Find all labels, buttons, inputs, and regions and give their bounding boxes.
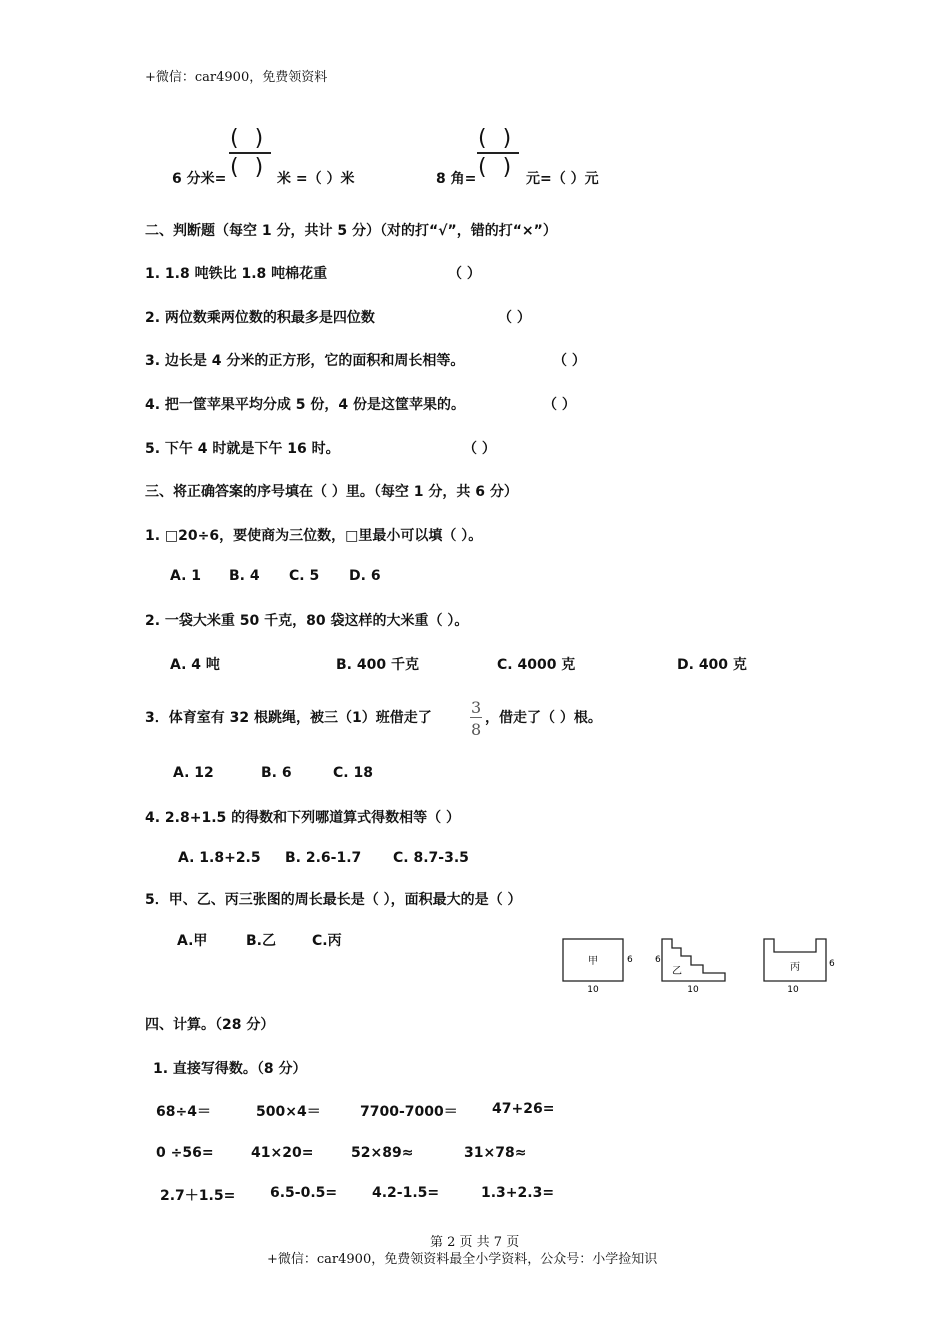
- choice-q3-option-c[interactable]: C. 18: [333, 765, 373, 781]
- section-4-sub1: 1. 直接写得数。（8 分）: [153, 1061, 307, 1077]
- fraction-numerator-blank: ( ): [230, 126, 264, 151]
- choice-q5-option-c[interactable]: C.丙: [312, 933, 342, 949]
- choice-q3-text-after: ，借走了（ ）根。: [485, 710, 602, 726]
- judge-blank-4[interactable]: （ ）: [543, 397, 576, 413]
- choice-q5-text: 5．甲、乙、丙三张图的周长最长是（ ），面积最大的是（ ）: [145, 892, 522, 908]
- figure-yi-width: 10: [687, 985, 699, 995]
- figure-bing-label: 丙: [790, 962, 800, 973]
- q2-right-text: 元=（ ）元: [526, 171, 599, 187]
- calc-item: 47+26=: [492, 1101, 555, 1117]
- shape-figures: [555, 932, 845, 996]
- judge-blank-5[interactable]: （ ）: [463, 441, 496, 457]
- calc-item: 4.2-1.5=: [372, 1185, 440, 1201]
- judge-blank-3[interactable]: （ ）: [553, 353, 586, 369]
- page-number: 第 2 页 共 7 页: [430, 1235, 520, 1250]
- calc-item: 52×89≈: [351, 1145, 414, 1161]
- header-note: +微信：car4900，免费领资料: [145, 70, 328, 85]
- judge-item-1: 1. 1.8 吨铁比 1.8 吨棉花重: [145, 266, 328, 282]
- fraction-numerator-blank: ( ): [478, 126, 512, 151]
- fraction-bar: [229, 152, 271, 154]
- section-3-title: 三、将正确答案的序号填在（ ）里。（每空 1 分，共 6 分）: [145, 484, 518, 500]
- choice-q5-option-a[interactable]: A.甲: [177, 933, 208, 949]
- calc-item: 6.5-0.5=: [270, 1185, 338, 1201]
- fraction-denominator: 8: [471, 720, 482, 739]
- section-4-title: 四、计算。（28 分）: [145, 1017, 275, 1033]
- choice-q5-option-b[interactable]: B.乙: [246, 933, 276, 949]
- choice-q3-option-a[interactable]: A. 12: [173, 765, 214, 781]
- calc-item: 31×78≈: [464, 1145, 527, 1161]
- figure-bing-height: 6: [829, 959, 835, 969]
- footer-note: +微信：car4900，免费领资料最全小学资料，公众号：小学捡知识: [267, 1252, 658, 1267]
- judge-blank-1[interactable]: （ ）: [448, 266, 481, 282]
- judge-item-3: 3. 边长是 4 分米的正方形，它的面积和周长相等。: [145, 353, 465, 369]
- choice-q2-text: 2. 一袋大米重 50 千克，80 袋这样的大米重（ ）。: [145, 613, 469, 629]
- q2-left-text: 8 角=: [436, 171, 477, 187]
- section-2-title: 二、判断题（每空 1 分，共计 5 分）（对的打“√”，错的打“×”）: [145, 223, 557, 239]
- choice-q2-option-c[interactable]: C. 4000 克: [497, 657, 576, 673]
- figure-jia-label: 甲: [588, 956, 598, 967]
- choice-q3-option-b[interactable]: B. 6: [261, 765, 292, 781]
- choice-q2-option-d[interactable]: D. 400 克: [677, 657, 747, 673]
- fraction-numerator: 3: [471, 698, 482, 717]
- choice-q4-option-a[interactable]: A. 1.8+2.5: [178, 850, 261, 866]
- choice-q4-text: 4. 2.8+1.5 的得数和下列哪道算式得数相等（ ）: [145, 810, 461, 826]
- choice-q3-text-before: 3．体育室有 32 根跳绳，被三（1）班借走了: [145, 710, 432, 726]
- calc-item: 0 ÷56=: [156, 1145, 214, 1161]
- figure-bing-width: 10: [787, 985, 799, 995]
- figure-jia-height: 6: [627, 955, 633, 965]
- calc-item: 500×4＝: [256, 1104, 321, 1120]
- fraction-bar: [477, 152, 519, 154]
- figure-yi-label: 乙: [672, 966, 682, 977]
- figure-jia-width: 10: [587, 985, 599, 995]
- judge-item-2: 2. 两位数乘两位数的积最多是四位数: [145, 310, 375, 326]
- fraction-denominator-blank: ( ): [230, 155, 264, 180]
- judge-blank-2[interactable]: （ ）: [498, 310, 531, 326]
- choice-q4-option-b[interactable]: B. 2.6-1.7: [285, 850, 362, 866]
- choice-q1-option-c[interactable]: C. 5: [289, 568, 320, 584]
- choice-q1-option-a[interactable]: A. 1: [170, 568, 202, 584]
- calc-item: 7700-7000＝: [360, 1104, 458, 1120]
- fraction-bar: [470, 717, 482, 718]
- calc-item: 41×20=: [251, 1145, 314, 1161]
- choice-q1-option-b[interactable]: B. 4: [229, 568, 260, 584]
- figure-yi-height: 6: [655, 955, 661, 965]
- choice-q1-option-d[interactable]: D. 6: [349, 568, 381, 584]
- judge-item-5: 5. 下午 4 时就是下午 16 时。: [145, 441, 340, 457]
- calc-item: 2.7＋1.5=: [160, 1188, 236, 1204]
- fraction-denominator-blank: ( ): [478, 155, 512, 180]
- choice-q1-text: 1. □20÷6，要使商为三位数，□里最小可以填（ ）。: [145, 528, 483, 544]
- q1-left-text: 6 分米=: [172, 171, 227, 187]
- judge-item-4: 4. 把一筐苹果平均分成 5 份，4 份是这筐苹果的。: [145, 397, 466, 413]
- calc-item: 1.3+2.3=: [481, 1185, 555, 1201]
- choice-q2-option-a[interactable]: A. 4 吨: [170, 657, 220, 673]
- figure-bing-outline: [764, 939, 826, 981]
- choice-q2-option-b[interactable]: B. 400 千克: [336, 657, 419, 673]
- choice-q4-option-c[interactable]: C. 8.7-3.5: [393, 850, 469, 866]
- q1-right-text: 米 =（ ）米: [277, 171, 355, 187]
- calc-item: 68÷4＝: [156, 1104, 211, 1120]
